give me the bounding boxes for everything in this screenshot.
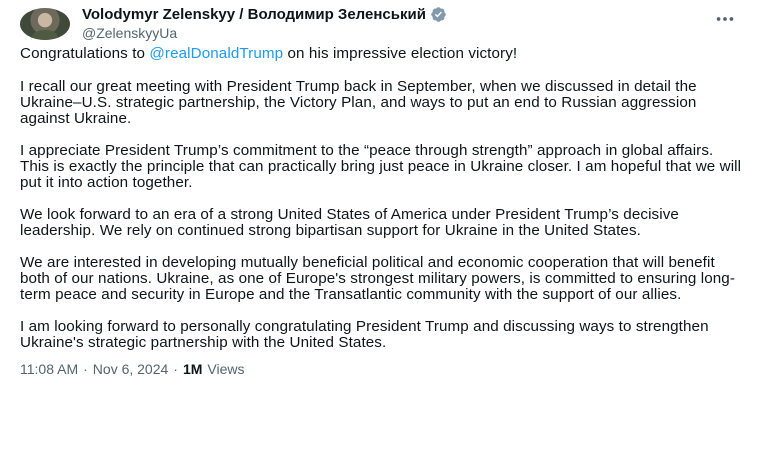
meta-separator: · [173, 361, 178, 377]
author-handle[interactable]: @ZelenskyyUa [82, 25, 178, 42]
paragraph-text: Congratulations to [20, 45, 150, 62]
profile-avatar[interactable] [20, 8, 70, 40]
tweet-meta [20, 361, 744, 377]
tweet-paragraph: I recall our great meeting with President Trump back in September, when we discussed in detail the Ukraine–U.S. strategic partnership, the Victory Plan, and ways to put an end to Russian aggression against Ukraine. [20, 78, 697, 127]
views-label: Views [207, 361, 245, 377]
tweet-text [20, 46, 744, 351]
verified-badge-icon [430, 6, 447, 23]
meta-separator: · [83, 361, 88, 377]
author-identity [82, 6, 447, 41]
tweet-paragraph [20, 46, 744, 62]
tweet-header [20, 6, 744, 42]
author-name-row [82, 6, 447, 23]
author-display-name[interactable]: Volodymyr Zelenskyy / Володимир Зеленський [82, 6, 426, 23]
tweet-date[interactable]: Nov 6, 2024 [92, 361, 169, 377]
tweet-paragraph: We look forward to an era of a strong United States of America under President Trump’s decisive leadership. We rely on continued strong bipartisan support for Ukraine in the United States. [20, 206, 679, 239]
views-count: 1M [182, 361, 203, 377]
paragraph-text: on his impressive election victory! [283, 45, 518, 62]
tweet-paragraph: We are interested in developing mutually beneficial political and economic cooperation that will benefit both of our nations. Ukraine, as one of Europe's strongest military powers, is committed to ensuring long-term peace and security in Europe and the Transatlantic community with the support of our allies. [20, 254, 736, 303]
tweet-paragraph: I appreciate President Trump’s commitment to the “peace through strength” approach in global affairs. This is exactly the principle that can practically bring just peace in Ukraine closer. I am hopeful that we will put it into action together. [20, 142, 742, 191]
mention-link[interactable]: @realDonaldTrump [149, 45, 284, 62]
more-options-icon[interactable] [714, 8, 736, 30]
tweet-paragraph: I am looking forward to personally congratulating President Trump and discussing ways to strengthen Ukraine's strategic partnership with the United States. [20, 318, 709, 351]
tweet-time[interactable]: 11:08 AM [20, 361, 79, 377]
